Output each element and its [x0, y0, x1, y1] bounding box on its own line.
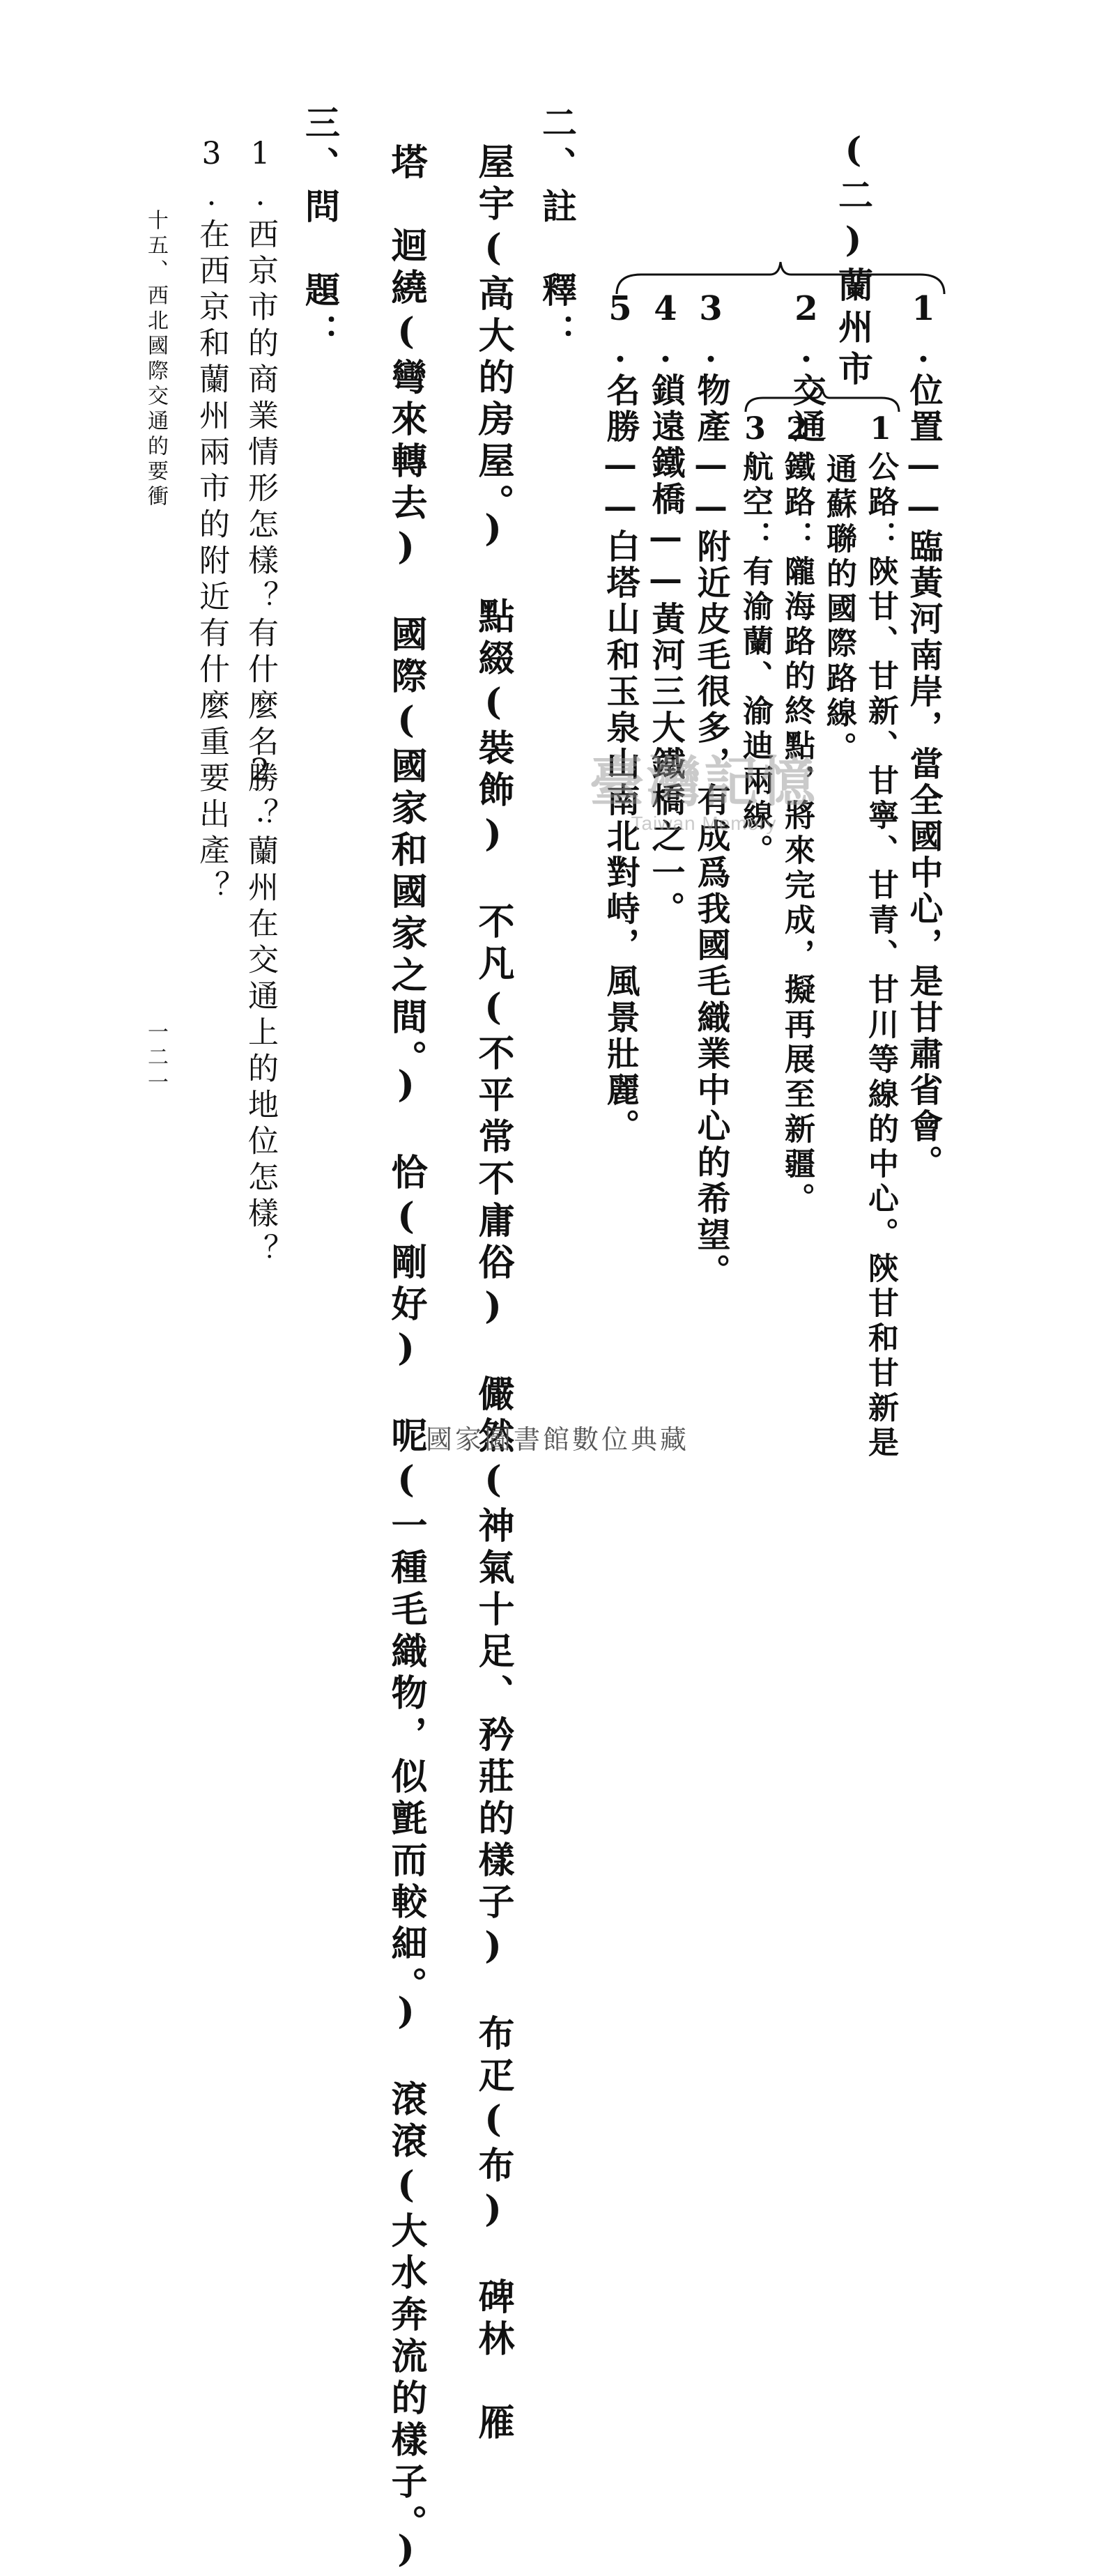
notes-line-2: 塔 迴繞(彎來轉去) 國際(國家和國家之間。) 恰(剛好) 呢(一種毛織物，似氈而較細。) 滾滾(大水奔流的樣子。) [385, 143, 427, 2576]
item-location: 1.位置——臨黃河南岸，當全國中心，是甘肅省會。 [904, 289, 943, 1181]
transport-brace [742, 387, 902, 415]
item-iron-bridge: 4.鎖遠鐵橋——黃河三大鐵橋之一。 [646, 289, 685, 927]
section-heading: (二)蘭州市 [833, 129, 874, 392]
question-2: 2.蘭州在交通上的地位怎樣？ [243, 753, 278, 1270]
notes-heading: 二、註 釋： [537, 105, 578, 355]
item-scenic-spots: 5.名勝——白塔山和玉泉山南北對峙，風景壯麗。 [601, 289, 640, 1145]
question-1: 1.西京市的商業情形怎樣？有什麼名勝？ [243, 136, 278, 834]
notes-line-1: 屋宇(高大的房屋。) 點綴(裝飾) 不凡(不平常不庸俗) 儼然(神氣十足、矜莊的樣子) 布疋(布) 碑林 雁 [472, 143, 514, 2445]
transport-highway: 1公路：陝甘、甘新、甘寧、甘青、甘川等線的中心。陝甘和甘新是 [863, 411, 898, 1461]
chapter-running-title: 十五、西北國際交通的要衝 [144, 209, 168, 510]
transport-railway: 2鐵路：隴海路的終點，將來完成，擬再展至新疆。 [779, 411, 815, 1217]
item-products: 3.物產——附近皮毛很多，有成爲我國毛織業中心的希望。 [691, 289, 730, 1290]
transport-highway-cont: 通蘇聯的國際路線。 [821, 453, 856, 766]
questions-heading: 三、問 題： [300, 105, 341, 355]
question-3: 3.在西京和蘭州兩市的附近有什麼重要出產？ [194, 136, 229, 907]
library-credit: 國家圖書館數位典藏 [425, 1424, 689, 1455]
watermark-logo: 臺灣記憶 [589, 750, 818, 814]
page-number: 一二一 [144, 1021, 168, 1096]
transport-aviation: 3航空：有渝蘭、渝迪兩線。 [737, 411, 773, 869]
watermark-caption: Taiwan Memory [631, 812, 777, 834]
item-transport-heading: 2.交通 [787, 289, 826, 445]
